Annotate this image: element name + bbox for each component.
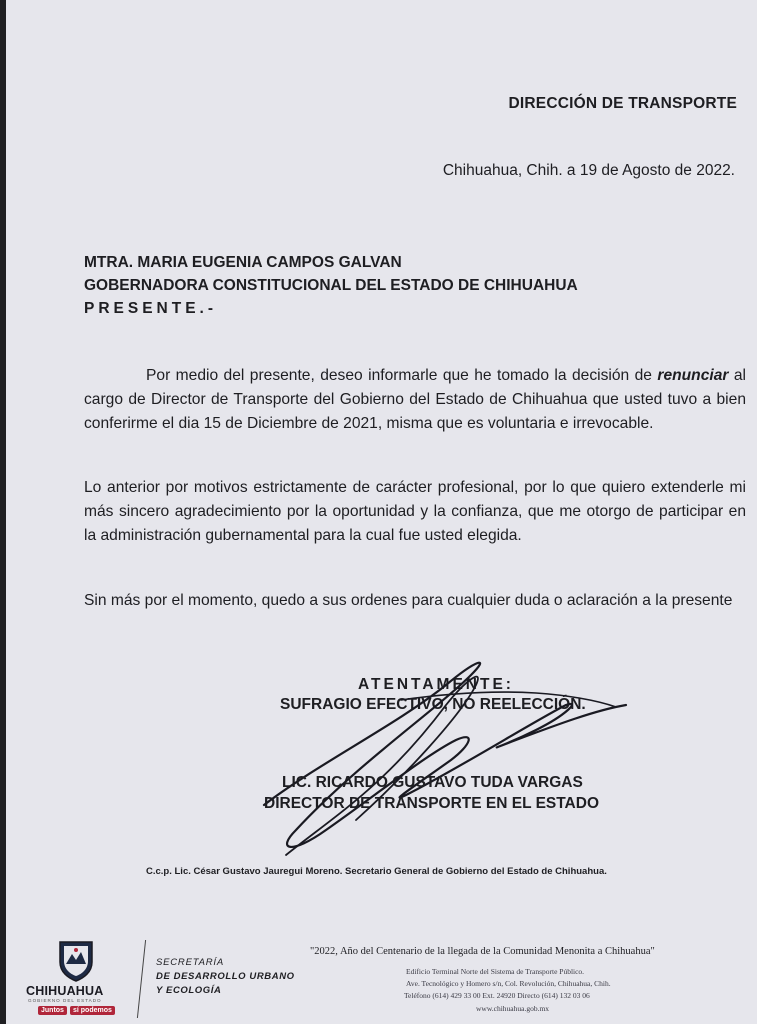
secretaria-line-1: SECRETARÍA	[156, 957, 225, 968]
footer-divider	[137, 940, 146, 1018]
p1-text-a: Por medio del presente, deseo informarle que he tomado la decisión de	[146, 367, 658, 384]
logo-wordmark: CHIHUAHUA	[26, 984, 104, 998]
department-heading: DIRECCIÓN DE TRANSPORTE	[508, 95, 737, 112]
closing-motto: SUFRAGIO EFECTIVO, NO REELECCIÓN.	[280, 696, 586, 713]
addressee-name: MTRA. MARIA EUGENIA CAMPOS GALVAN	[84, 254, 402, 271]
p1-emphasis: renunciar	[657, 367, 729, 384]
addressee-presente: PRESENTE.-	[84, 300, 218, 317]
body-paragraph-2: Lo anterior por motivos estrictamente de carácter profesional, por lo que quiero extenderle mi más sincero agradecimiento por la oportunidad y la confianza, que me otorgo de participar en la administración gubernamental para la cual fue usted elegida.	[84, 479, 746, 544]
footer-year-motto: "2022, Año del Centenario de la llegada de la Comunidad Menonita a Chihuahua"	[310, 946, 655, 957]
signer-name: LIC. RICARDO GUSTAVO TUDA VARGAS	[282, 774, 583, 791]
p1-text-b: al cargo de Director de Transporte del Gobierno del Estado de Chihuahua que usted tuvo a bien conferirme el dia 15 de Diciembre de 2021, misma que es voluntaria e irrevocable.	[84, 367, 746, 432]
shield-icon	[56, 938, 96, 982]
logo-tag-juntos: Juntos	[38, 1006, 67, 1015]
chihuahua-government-logo	[26, 938, 130, 1020]
handwritten-signature	[236, 645, 636, 875]
logo-tag-si-podemos: sí podemos	[70, 1006, 115, 1015]
logo-subtitle: GOBIERNO DEL ESTADO	[28, 998, 102, 1003]
body-paragraph-3: Sin más por el momento, quedo a sus ordenes para cualquier duda o aclaración a la presente	[84, 592, 733, 609]
addressee-title: GOBERNADORA CONSTITUCIONAL DEL ESTADO DE CHIHUAHUA	[84, 277, 578, 294]
footer-address-line-1: Edificio Terminal Norte del Sistema de Transporte Público.	[406, 967, 585, 976]
footer-website: www.chihuahua.gob.mx	[476, 1004, 550, 1013]
footer-address-line-2: Ave. Tecnológico y Homero s/n, Col. Revolución, Chihuahua, Chih.	[406, 979, 611, 988]
secretaria-line-3: Y ECOLOGÍA	[156, 985, 222, 996]
signer-title: DIRECTOR DE TRANSPORTE EN EL ESTADO	[264, 795, 600, 812]
carbon-copy-note: C.c.p. Lic. César Gustavo Jauregui Moreno. Secretario General de Gobierno del Estado de Chihuahua.	[146, 866, 607, 877]
footer-phone-line: Teléfono (614) 429 33 00 Ext. 24920 Directo (614) 132 03 06	[404, 991, 590, 1000]
body-paragraph-1	[84, 364, 746, 436]
letter-page	[6, 0, 757, 1024]
secretaria-line-2: DE DESARROLLO URBANO	[156, 971, 295, 982]
closing-atentamente: ATENTAMENTE:	[358, 676, 514, 693]
date-line: Chihuahua, Chih. a 19 de Agosto de 2022.	[442, 162, 735, 179]
